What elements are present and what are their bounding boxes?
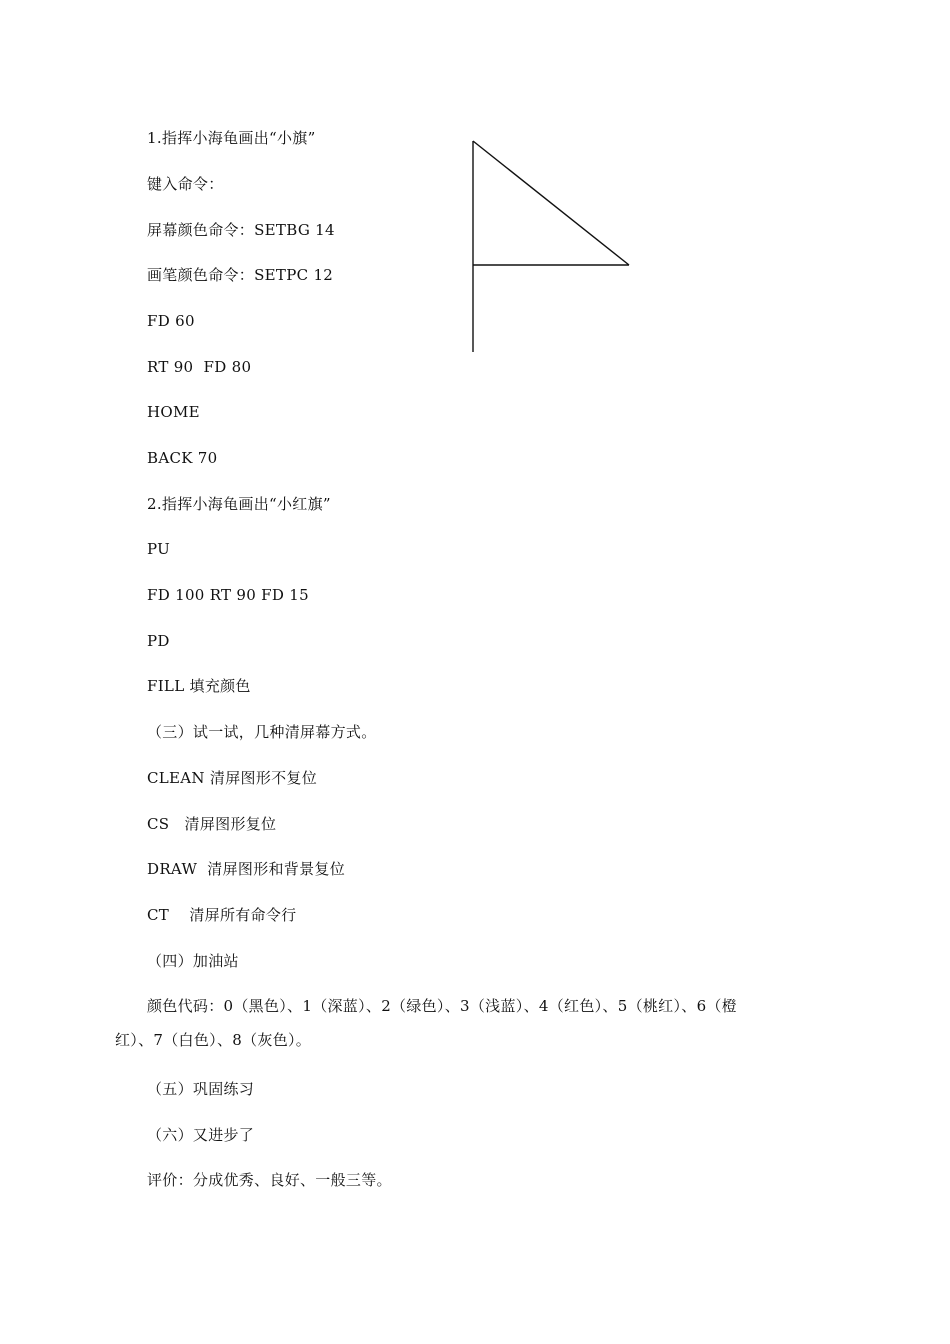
color-code-row-1: 颜色代码：0（黑色）、1（深蓝）、2（绿色）、3（浅蓝）、4（红色）、5（桃红）、6（橙 — [147, 997, 738, 1015]
code-fill: FILL 填充颜色 — [147, 677, 251, 695]
code-pu: PU — [147, 540, 171, 558]
code-pd: PD — [147, 632, 170, 650]
text-enter-commands: 键入命令： — [147, 175, 224, 193]
color-code-paragraph — [115, 996, 830, 1064]
section-six-heading: （六）又进步了 — [147, 1126, 255, 1144]
heading-draw-flag: 1.指挥小海龟画出“小旗” — [147, 129, 316, 147]
color-code-row-2: 红）、7（白色）、8（灰色）。 — [115, 1031, 312, 1049]
evaluation-text: 评价：分成优秀、良好、一般三等。 — [147, 1171, 392, 1189]
code-back-70: BACK 70 — [147, 449, 218, 467]
code-clean: CLEAN 清屏图形不复位 — [147, 769, 318, 787]
code-draw: DRAW 清屏图形和背景复位 — [147, 860, 345, 878]
text-setbg: 屏幕颜色命令：SETBG 14 — [147, 221, 335, 239]
code-fd-rt-fd: FD 100 RT 90 FD 15 — [147, 586, 309, 604]
text-setpc: 画笔颜色命令：SETPC 12 — [147, 266, 334, 284]
code-home: HOME — [147, 403, 200, 421]
section-three-heading: （三）试一试，几种清屏幕方式。 — [147, 723, 377, 741]
heading-draw-red-flag: 2.指挥小海龟画出“小红旗” — [147, 495, 331, 513]
section-five-heading: （五）巩固练习 — [147, 1080, 255, 1098]
code-ct: CT 清屏所有命令行 — [147, 906, 297, 924]
flag-drawing — [460, 130, 640, 360]
flag-diagonal-edge — [473, 141, 629, 265]
code-fd-60: FD 60 — [147, 312, 195, 330]
section-four-heading: （四）加油站 — [147, 952, 239, 970]
code-cs: CS 清屏图形复位 — [147, 815, 277, 833]
code-rt-fd: RT 90 FD 80 — [147, 358, 252, 376]
